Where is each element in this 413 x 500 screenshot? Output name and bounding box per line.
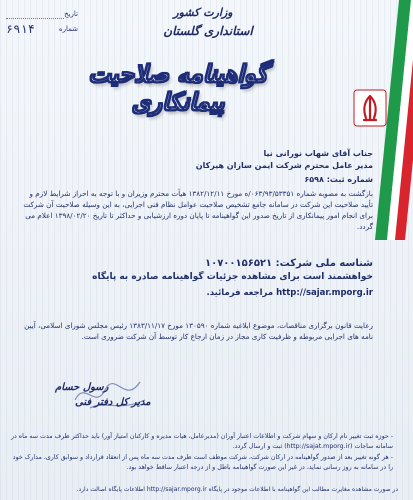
sajar-link[interactable]: http://sajar.mporg.ir [276,288,373,298]
ministry-name: وزارت کشور [173,6,233,19]
handwritten-signature [70,370,150,420]
registration-number-value: ۶۹۱۴ [6,22,35,36]
iran-emblem-icon [352,88,388,128]
note-item: - حوزه ثبت تغییر نام ارکان و سهام شرکت و اطلاعات اعتبار آوران (مدیرعامل، هیات مدیره و کارکنان امتیاز آور) باید حداکثر ظرف مدت سه ماه در سامانه ساجات (http://sajat.mporg.ir) ثبت و ارسال گردد. [10,433,393,450]
national-id: شناسه ملی شرکت: ۱۰۷۰۰۱۵۶۵۲۱ [205,258,373,269]
detail-request: خواهشمند است برای مشاهده جزئیات گواهینامه صادره به پایگاه [92,272,373,282]
province-name: استانداری گلستان [163,24,253,38]
detail-suffix: مراجعه فرمائید. [206,288,274,298]
signatory-name: رسول حسام [55,382,109,393]
registration-box [6,10,80,36]
recipient-position: مدیر عامل محترم شرکت ایمن سازان هیرکان [195,161,373,170]
registration-date-label: تاریخ [64,10,78,18]
body-paragraph-1: بازگشت به مصوبه شماره ۰۶۳/۹۳/۵۳۳۵۱/ه مورخ ۱۳۸۲/۱۲/۱۱ هیأت محترم وزیران و با توجه به احراز شرایط لازم و تأیید صلاحیت این شرکت در سامانه جامع تشخیص صلاحیت عوامل نظام فنی اجرایی، به این وسیله صلاحیت آن شرکت برای انجام امور پیمانکاری از تاریخ صدور این گواهینامه تا پایان دوره ارزشیابی و حداکثر تا تاریخ ۱۳۹۸/۰۲/۲۰ اعلام می گردد. [23,189,373,231]
recipient-salutation: جناب آقای شهاب نورانی نیا [263,149,373,158]
registration-date-line [6,10,64,19]
notes-list [8,432,393,474]
registration-number-label: شماره [58,25,78,33]
license-number: شماره ثبت: ۶۵۹۸ [304,175,373,184]
certificate-title: گواهینامه صلاحیت پیمانکاری [88,60,268,116]
body-paragraph-2: رعایت قانون برگزاری مناقصات، موضوع ابلاغیه شماره ۱۳۰۵۹۰ مورخ ۱۳۸۳/۱۱/۱۷ رئیس مجلس شورای اسلامی، آیین نامه های اجرایی مربوطه و ظرفیت کاری مجاز در زمان ارجاع کار توسط آن شرکت ضروری است. [24,321,373,341]
signatory-title: مدیر کل دفتر فنی [75,397,151,408]
detail-url-line [18,288,373,299]
note-item: - هر گونه تغییر بعد از صدور گواهینامه در ارکان شرکت، شرکت موظف است ظرف مدت سه ماه پس از انعقاد قرارداد و سوابق کاری، مدارک خود را در سامانه به روز رسانی نماید، در غیر این صورت گواهینامه باطل و از درجه اعتبار ساقط خواهد بود. [12,454,393,471]
footer-note: در صورت مشاهده مغایرت مطالب این گواهینامه با اطلاعات موجود در پایگاه http://sajar.mporg.ir اطلاعات پایگاه اصالت دارد. [76,486,398,493]
